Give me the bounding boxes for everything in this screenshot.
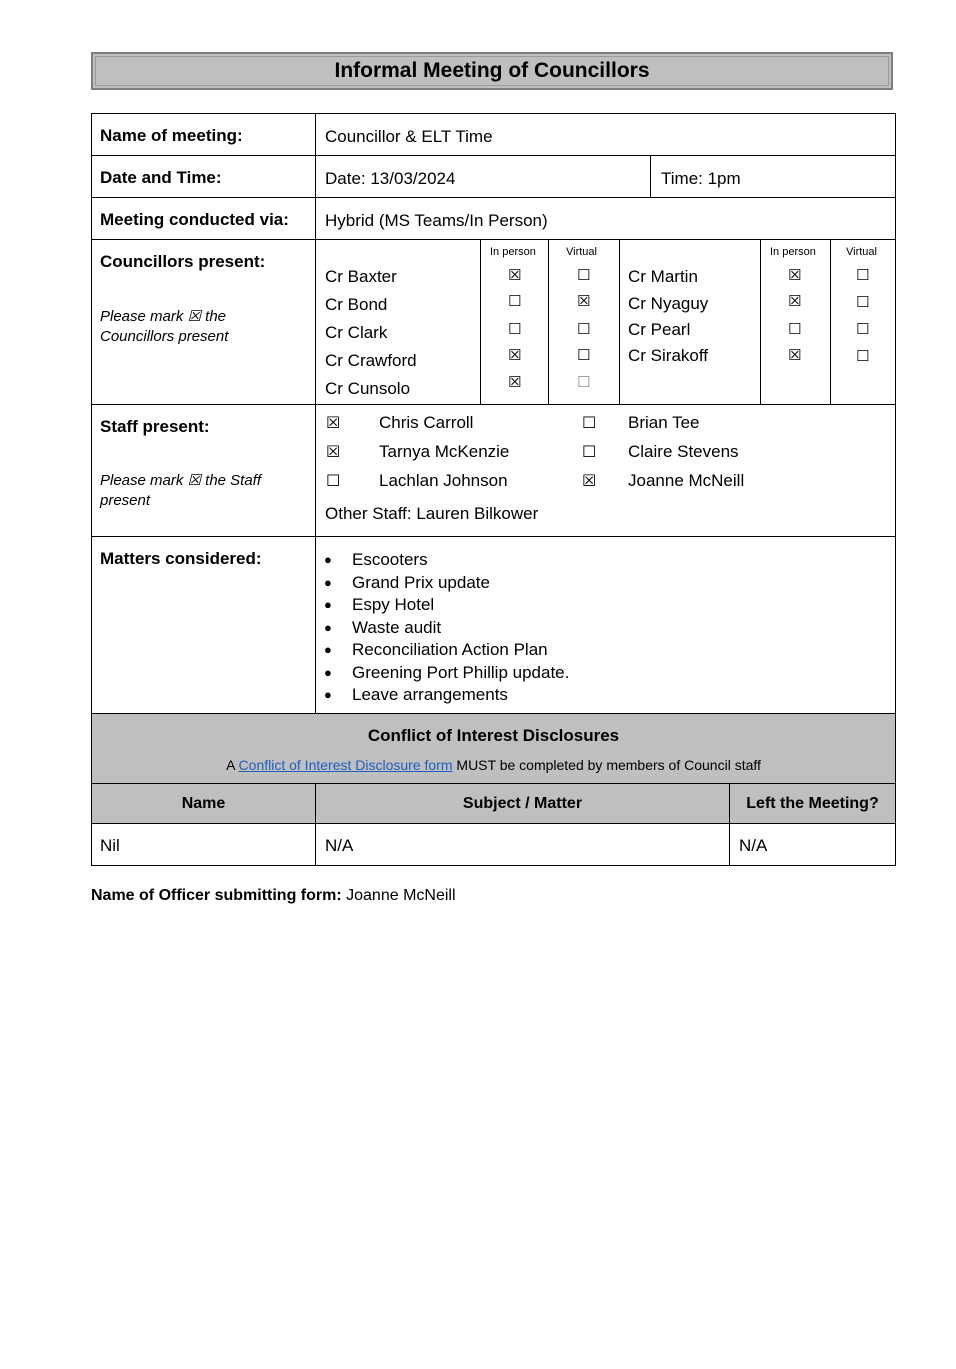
virtual-checkbox[interactable]: ☐ bbox=[856, 266, 870, 284]
bullet-icon: ● bbox=[324, 552, 332, 567]
coi-note-prefix: A bbox=[226, 757, 239, 773]
name-of-meeting-label: Name of meeting: bbox=[100, 126, 243, 145]
list-item bbox=[322, 617, 569, 640]
matter-text: Leave arrangements bbox=[352, 685, 508, 704]
virtual-checkbox[interactable]: ☐ bbox=[577, 320, 591, 338]
staff-name: Lachlan Johnson bbox=[379, 471, 508, 490]
in-person-checkbox[interactable]: ☒ bbox=[508, 346, 522, 364]
list-item bbox=[322, 684, 569, 707]
matter-text: Grand Prix update bbox=[352, 572, 490, 592]
staff-checkbox[interactable]: ☐ bbox=[582, 413, 597, 432]
councillor-name: Cr Cunsolo bbox=[325, 379, 411, 398]
date-time-label: Date and Time: bbox=[100, 168, 222, 187]
coi-note bbox=[92, 757, 895, 773]
councillors-present-label: Councillors present: bbox=[100, 252, 266, 271]
councillor-name: Cr Martin bbox=[628, 267, 698, 286]
conducted-via-value: Hybrid (MS Teams/In Person) bbox=[325, 211, 548, 230]
in-person-checkbox[interactable]: ☒ bbox=[788, 346, 802, 364]
bullet-icon: ● bbox=[324, 619, 332, 635]
staff-checkbox[interactable]: ☐ bbox=[582, 442, 597, 461]
in-person-checkbox[interactable]: ☐ bbox=[508, 320, 522, 338]
in-person-checkbox[interactable]: ☒ bbox=[508, 373, 522, 391]
councillor-name: Cr Pearl bbox=[628, 320, 691, 339]
list-item bbox=[322, 572, 569, 595]
matter-text: Reconciliation Action Plan bbox=[352, 640, 548, 659]
staff-checkbox[interactable]: ☐ bbox=[326, 471, 341, 490]
coi-row-name: Nil bbox=[100, 836, 120, 855]
other-staff: Other Staff: Lauren Bilkower bbox=[325, 504, 539, 523]
conducted-via-label: Meeting conducted via: bbox=[100, 210, 289, 229]
in-person-checkbox[interactable]: ☒ bbox=[788, 266, 802, 284]
col-virtual-right: Virtual bbox=[846, 246, 877, 258]
staff-name: Chris Carroll bbox=[379, 413, 474, 432]
time-value: Time: 1pm bbox=[661, 169, 741, 188]
staff-instruction-1: Please mark ☒ the Staff bbox=[100, 472, 262, 489]
councillors-instruction-2: Councillors present bbox=[100, 328, 229, 345]
coi-col-left-meeting: Left the Meeting? bbox=[746, 795, 879, 812]
staff-name: Brian Tee bbox=[628, 413, 700, 432]
matter-text: Escooters bbox=[352, 550, 428, 569]
coi-note-suffix: MUST be completed by members of Council staff bbox=[452, 757, 761, 773]
virtual-checkbox[interactable]: ☐ bbox=[577, 266, 591, 284]
name-of-meeting-value: Councillor & ELT Time bbox=[325, 127, 493, 146]
coi-col-subject: Subject / Matter bbox=[462, 795, 583, 812]
staff-name: Joanne McNeill bbox=[628, 471, 745, 490]
staff-checkbox[interactable]: ☒ bbox=[326, 442, 341, 461]
matter-text: Espy Hotel bbox=[352, 595, 435, 614]
councillor-name: Cr Nyaguy bbox=[628, 294, 709, 313]
list-item bbox=[322, 594, 569, 617]
list-item bbox=[322, 662, 569, 685]
coi-heading: Conflict of Interest Disclosures bbox=[367, 726, 620, 745]
bullet-icon: ● bbox=[324, 664, 332, 680]
col-in-person-left: In person bbox=[490, 246, 536, 258]
document-title-text: Informal Meeting of Councillors bbox=[334, 59, 650, 82]
bullet-icon: ● bbox=[324, 574, 332, 590]
matters-considered-label: Matters considered: bbox=[100, 549, 262, 568]
submitting-officer bbox=[91, 887, 456, 905]
councillor-name: Cr Crawford bbox=[325, 351, 417, 370]
bullet-icon: ● bbox=[324, 642, 332, 657]
coi-col-name: Name bbox=[181, 795, 226, 812]
staff-name: Claire Stevens bbox=[628, 442, 739, 461]
virtual-checkbox[interactable]: ☐ bbox=[856, 320, 870, 338]
in-person-checkbox[interactable]: ☐ bbox=[508, 292, 522, 310]
councillor-name: Cr Bond bbox=[325, 295, 388, 314]
councillor-name: Cr Clark bbox=[325, 323, 388, 342]
submitting-officer-label: Name of Officer submitting form: bbox=[91, 887, 342, 904]
staff-present-label: Staff present: bbox=[100, 417, 210, 436]
bullet-icon: ● bbox=[324, 687, 332, 702]
virtual-checkbox[interactable]: ☐ bbox=[577, 373, 591, 391]
coi-row-subject: N/A bbox=[325, 836, 354, 855]
councillor-name: Cr Sirakoff bbox=[628, 346, 708, 365]
date-value: Date: 13/03/2024 bbox=[325, 169, 456, 188]
virtual-checkbox[interactable]: ☒ bbox=[577, 292, 591, 310]
list-item bbox=[322, 549, 569, 572]
virtual-checkbox[interactable]: ☐ bbox=[856, 293, 870, 311]
staff-name: Tarnya McKenzie bbox=[379, 442, 510, 461]
virtual-checkbox[interactable]: ☐ bbox=[856, 347, 870, 365]
virtual-checkbox[interactable]: ☐ bbox=[577, 346, 591, 364]
document-title bbox=[91, 52, 893, 90]
staff-instruction-2: present bbox=[100, 492, 151, 509]
in-person-checkbox[interactable]: ☒ bbox=[788, 292, 802, 310]
coi-row-left: N/A bbox=[739, 836, 768, 855]
councillor-name: Cr Baxter bbox=[325, 267, 397, 286]
in-person-checkbox[interactable]: ☒ bbox=[508, 266, 522, 284]
list-item bbox=[322, 639, 569, 662]
matter-text: Greening Port Phillip update. bbox=[352, 662, 570, 682]
in-person-checkbox[interactable]: ☐ bbox=[788, 320, 802, 338]
matters-list bbox=[322, 549, 569, 707]
staff-checkbox[interactable]: ☒ bbox=[326, 413, 341, 432]
bullet-icon: ● bbox=[324, 597, 332, 612]
staff-checkbox[interactable]: ☒ bbox=[582, 471, 597, 490]
councillors-instruction-1: Please mark ☒ the bbox=[100, 308, 226, 325]
matter-text: Waste audit bbox=[352, 617, 442, 637]
submitting-officer-value: Joanne McNeill bbox=[341, 887, 456, 904]
coi-form-link[interactable]: Conflict of Interest Disclosure form bbox=[238, 757, 453, 773]
col-in-person-right: In person bbox=[770, 246, 816, 258]
col-virtual-left: Virtual bbox=[566, 246, 597, 258]
